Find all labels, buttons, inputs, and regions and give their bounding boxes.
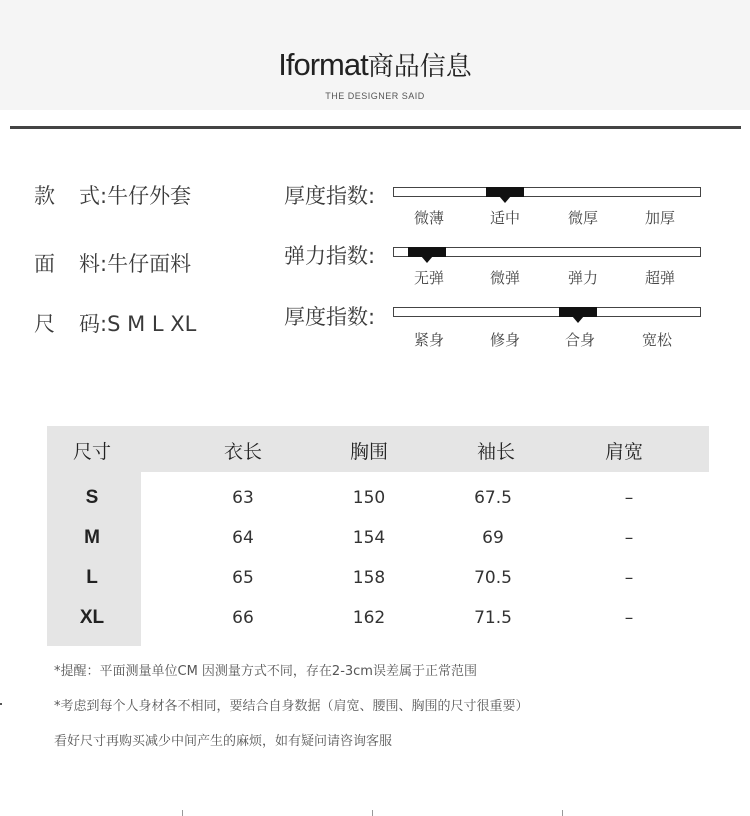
index-tick: 修身 (489, 331, 521, 349)
elasticity-index-title: 弹力指数: (284, 244, 376, 268)
size-cell: L (86, 567, 98, 588)
column-header: 肩宽 (604, 441, 644, 463)
spec-key: 尺 (34, 312, 55, 336)
page-subtitle: THE DESIGNER SAID (325, 91, 425, 101)
spec-fabric (34, 248, 191, 278)
edge-mark (562, 810, 563, 816)
table-cell: – (624, 488, 634, 508)
index-tick: 微厚 (567, 209, 599, 227)
table-cell: 158 (352, 568, 386, 588)
index-tick: 微弹 (489, 269, 521, 287)
index-tick: 宽松 (641, 331, 673, 349)
title-cn: 商品信息 (367, 52, 472, 82)
table-cell: – (624, 608, 634, 628)
table-cell: 66 (232, 608, 254, 628)
stray-dot (0, 703, 2, 705)
index-marker (486, 187, 524, 197)
table-cell: 67.5 (474, 488, 512, 508)
column-header: 尺寸 (72, 441, 112, 463)
table-cell: 71.5 (474, 608, 512, 628)
note-body-data: *考虑到每个人身材各不相同，要结合自身数据（肩宽、腰围、胸围的尺寸很重要） (54, 699, 529, 714)
column-header: 衣长 (223, 441, 263, 463)
index-tick: 适中 (489, 209, 521, 227)
table-cell: 150 (352, 488, 386, 508)
spec-key: 码 (79, 312, 100, 336)
index-marker (408, 247, 446, 257)
size-cell: XL (79, 607, 105, 628)
size-cell: M (84, 527, 100, 548)
index-tick: 无弹 (413, 269, 445, 287)
edge-mark (372, 810, 373, 816)
spec-value: 牛仔面料 (107, 252, 192, 276)
index-tick: 合身 (564, 331, 596, 349)
size-cell: S (85, 487, 99, 508)
index-marker (559, 307, 597, 317)
column-header: 胸围 (349, 441, 389, 463)
fit-index-title: 厚度指数: (284, 305, 376, 329)
table-cell: 65 (232, 568, 254, 588)
index-tick: 超弹 (644, 269, 676, 287)
spec-key: 料 (79, 252, 100, 276)
thickness-index-title: 厚度指数: (284, 184, 376, 208)
fit-index-bar (393, 307, 701, 317)
elasticity-index-bar (393, 247, 701, 257)
table-cell: – (624, 528, 634, 548)
index-tick: 弹力 (567, 269, 599, 287)
note-customer-service: 看好尺寸再购买减少中间产生的麻烦，如有疑问请咨询客服 (54, 734, 393, 749)
edge-mark (182, 810, 183, 816)
index-tick: 微薄 (413, 209, 445, 227)
spec-value: 牛仔外套 (107, 184, 192, 208)
spec-size (34, 308, 196, 338)
spec-sep: : (100, 312, 108, 336)
size-table (47, 426, 709, 646)
table-cell: 162 (352, 608, 386, 628)
index-tick: 紧身 (413, 331, 445, 349)
spec-sep: : (100, 252, 108, 276)
column-header: 袖长 (476, 441, 516, 463)
thickness-index-bar (393, 187, 701, 197)
table-cell: 69 (482, 528, 504, 548)
spec-style (34, 180, 191, 210)
divider (10, 126, 741, 129)
table-cell: 63 (232, 488, 254, 508)
page-title (0, 46, 750, 83)
table-cell: 64 (232, 528, 254, 548)
spec-key: 式 (79, 184, 100, 208)
spec-key: 款 (34, 184, 55, 208)
brand-name: Iformat (278, 47, 368, 82)
spec-value: S M L XL (107, 312, 197, 336)
spec-sep: : (100, 184, 108, 208)
index-tick: 加厚 (644, 209, 676, 227)
spec-key: 面 (34, 252, 55, 276)
table-cell: 70.5 (474, 568, 512, 588)
table-cell: 154 (352, 528, 386, 548)
table-cell: – (624, 568, 634, 588)
note-measurement: *提醒：平面测量单位CM 因测量方式不同，存在2-3cm误差属于正常范围 (54, 664, 477, 679)
